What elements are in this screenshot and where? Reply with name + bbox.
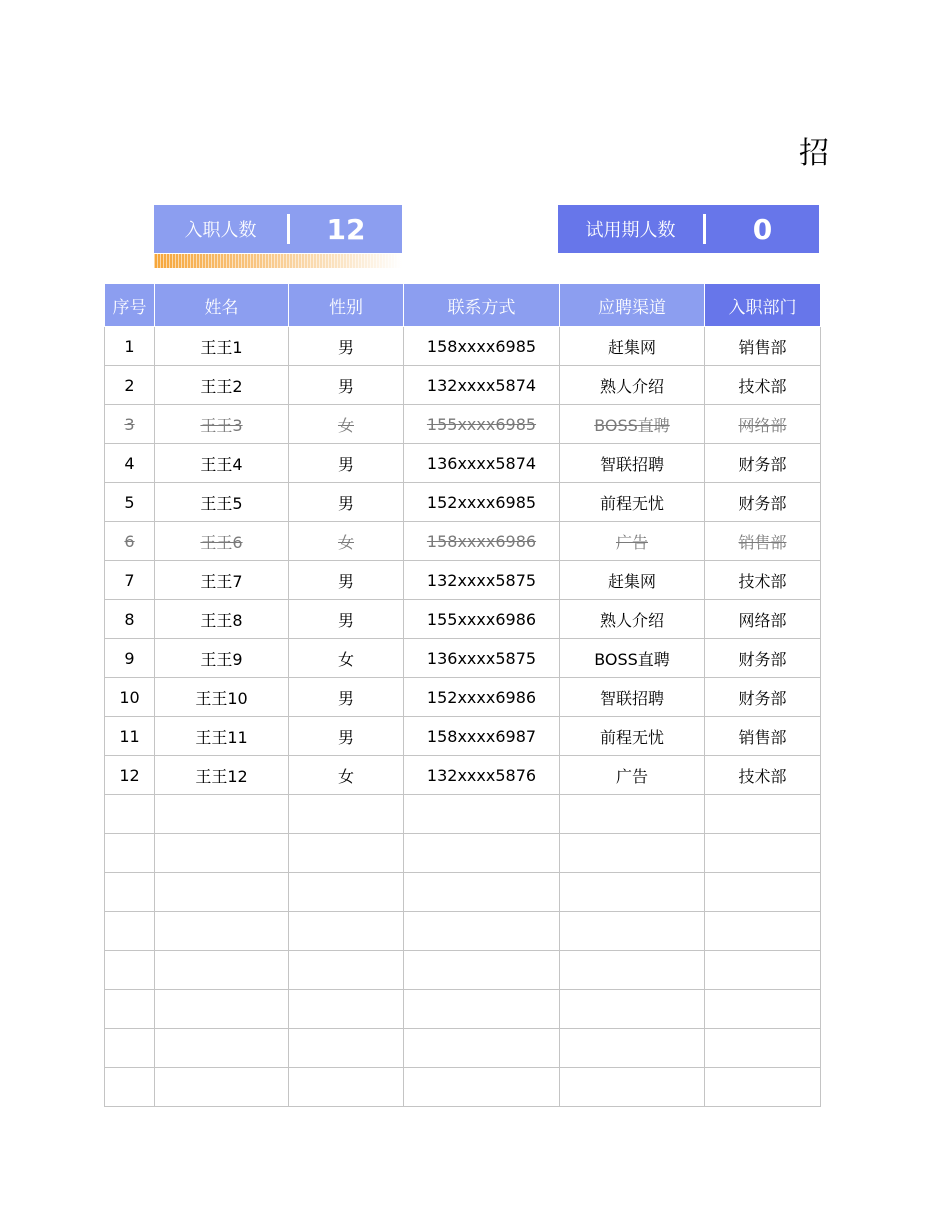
cell-contact[interactable]: 136xxxx5875 [404, 639, 560, 678]
cell-gender[interactable] [289, 912, 404, 951]
cell-channel[interactable]: BOSS直聘 [560, 639, 705, 678]
cell-department[interactable]: 财务部 [705, 444, 821, 483]
cell-name[interactable]: 王王10 [155, 678, 289, 717]
cell-channel[interactable] [560, 1068, 705, 1107]
cell-name[interactable] [155, 1068, 289, 1107]
cell-index[interactable]: 9 [105, 639, 155, 678]
table-row [105, 639, 821, 678]
cell-contact[interactable]: 158xxxx6987 [404, 717, 560, 756]
table-row [105, 678, 821, 717]
cell-department[interactable] [705, 990, 821, 1029]
header-name: 姓名 [155, 284, 289, 327]
sheet-title-clip [790, 128, 829, 180]
cell-channel[interactable] [560, 873, 705, 912]
table-row [105, 522, 821, 561]
cell-contact[interactable]: 158xxxx6985 [404, 327, 560, 366]
cell-channel[interactable] [560, 834, 705, 873]
cell-index[interactable]: 2 [105, 366, 155, 405]
cell-department[interactable]: 销售部 [705, 327, 821, 366]
cell-channel[interactable] [560, 990, 705, 1029]
cell-gender[interactable]: 女 [289, 405, 404, 444]
cell-channel[interactable]: 赶集网 [560, 561, 705, 600]
table-row [105, 912, 821, 951]
cell-gender[interactable]: 男 [289, 327, 404, 366]
cell-gender[interactable]: 男 [289, 561, 404, 600]
cell-contact[interactable]: 136xxxx5874 [404, 444, 560, 483]
cell-gender[interactable] [289, 990, 404, 1029]
cell-gender[interactable]: 男 [289, 483, 404, 522]
cell-index[interactable]: 12 [105, 756, 155, 795]
table-row [105, 1029, 821, 1068]
cell-index[interactable] [105, 951, 155, 990]
cell-index[interactable]: 3 [105, 405, 155, 444]
table-row [105, 756, 821, 795]
cell-contact[interactable]: 132xxxx5875 [404, 561, 560, 600]
table-row [105, 1068, 821, 1107]
cell-gender[interactable] [289, 873, 404, 912]
cell-department[interactable]: 技术部 [705, 366, 821, 405]
cell-index[interactable]: 6 [105, 522, 155, 561]
cell-contact[interactable]: 152xxxx6985 [404, 483, 560, 522]
header-gender: 性别 [289, 284, 404, 327]
hired-count-card [154, 205, 402, 253]
cell-contact[interactable]: 158xxxx6986 [404, 522, 560, 561]
cell-contact[interactable]: 155xxxx6986 [404, 600, 560, 639]
cell-department[interactable]: 网络部 [705, 600, 821, 639]
cell-contact[interactable] [404, 990, 560, 1029]
trial-count-label: 试用期人数 [585, 220, 676, 241]
cell-department[interactable]: 销售部 [705, 717, 821, 756]
table-row [105, 483, 821, 522]
cell-index[interactable] [105, 834, 155, 873]
cell-channel[interactable]: 赶集网 [560, 327, 705, 366]
cell-department[interactable]: 财务部 [705, 678, 821, 717]
table-row [105, 444, 821, 483]
cell-contact[interactable]: 155xxxx6985 [404, 405, 560, 444]
cell-name[interactable]: 王王12 [155, 756, 289, 795]
cell-name[interactable]: 王王2 [155, 366, 289, 405]
cell-gender[interactable] [289, 1029, 404, 1068]
header-contact: 联系方式 [404, 284, 560, 327]
cell-name[interactable] [155, 1029, 289, 1068]
table-row [105, 795, 821, 834]
cell-channel[interactable]: 智联招聘 [560, 678, 705, 717]
table-row [105, 717, 821, 756]
cell-gender[interactable] [289, 951, 404, 990]
cell-department[interactable]: 财务部 [705, 639, 821, 678]
table-row [105, 600, 821, 639]
cell-gender[interactable] [289, 1068, 404, 1107]
hired-count-decoration-stripe [154, 254, 402, 268]
cell-gender[interactable]: 男 [289, 444, 404, 483]
table-row [105, 951, 821, 990]
cell-name[interactable] [155, 834, 289, 873]
cell-channel[interactable]: 广告 [560, 756, 705, 795]
cell-name[interactable]: 王王3 [155, 405, 289, 444]
cell-channel[interactable] [560, 951, 705, 990]
cell-index[interactable] [105, 795, 155, 834]
cell-channel[interactable]: 前程无忧 [560, 483, 705, 522]
cell-department[interactable]: 财务部 [705, 483, 821, 522]
cell-index[interactable]: 11 [105, 717, 155, 756]
hired-count-label: 入职人数 [184, 220, 257, 241]
cell-contact[interactable] [404, 834, 560, 873]
table-row [105, 561, 821, 600]
cell-channel[interactable]: 前程无忧 [560, 717, 705, 756]
cell-department[interactable] [705, 873, 821, 912]
table-header-row [105, 284, 821, 327]
cell-contact[interactable]: 152xxxx6986 [404, 678, 560, 717]
cell-gender[interactable]: 女 [289, 522, 404, 561]
cell-contact[interactable] [404, 1068, 560, 1107]
cell-name[interactable]: 王王5 [155, 483, 289, 522]
cell-name[interactable]: 王王7 [155, 561, 289, 600]
cell-gender[interactable] [289, 834, 404, 873]
cell-name[interactable] [155, 912, 289, 951]
cell-index[interactable] [105, 1068, 155, 1107]
cell-name[interactable] [155, 990, 289, 1029]
cell-name[interactable] [155, 795, 289, 834]
cell-department[interactable] [705, 912, 821, 951]
cell-gender[interactable]: 男 [289, 366, 404, 405]
cell-channel[interactable]: 熟人介绍 [560, 366, 705, 405]
trial-count-value: 0 [752, 212, 773, 246]
cell-channel[interactable] [560, 912, 705, 951]
cell-department[interactable] [705, 951, 821, 990]
header-department: 入职部门 [705, 284, 821, 327]
cell-contact[interactable] [404, 795, 560, 834]
cell-department[interactable] [705, 1029, 821, 1068]
cell-channel[interactable]: 熟人介绍 [560, 600, 705, 639]
cell-name[interactable] [155, 873, 289, 912]
cell-index[interactable] [105, 873, 155, 912]
table-row [105, 834, 821, 873]
trial-count-card [558, 205, 819, 253]
table-row [105, 873, 821, 912]
header-index: 序号 [105, 284, 155, 327]
cell-contact[interactable] [404, 873, 560, 912]
cell-name[interactable]: 王王4 [155, 444, 289, 483]
cell-gender[interactable]: 男 [289, 717, 404, 756]
cell-contact[interactable]: 132xxxx5874 [404, 366, 560, 405]
cell-channel[interactable]: 广告 [560, 522, 705, 561]
cell-index[interactable]: 1 [105, 327, 155, 366]
hired-count-value: 12 [326, 212, 366, 246]
cell-index[interactable]: 8 [105, 600, 155, 639]
cell-index[interactable]: 7 [105, 561, 155, 600]
cell-index[interactable]: 10 [105, 678, 155, 717]
cell-contact[interactable] [404, 951, 560, 990]
header-channel: 应聘渠道 [560, 284, 705, 327]
table-row [105, 366, 821, 405]
cell-department[interactable]: 技术部 [705, 756, 821, 795]
cell-department[interactable]: 销售部 [705, 522, 821, 561]
cell-index[interactable] [105, 1029, 155, 1068]
cell-name[interactable]: 王王9 [155, 639, 289, 678]
cell-gender[interactable]: 男 [289, 678, 404, 717]
cell-gender[interactable]: 女 [289, 639, 404, 678]
cell-name[interactable]: 王王6 [155, 522, 289, 561]
cell-gender[interactable] [289, 795, 404, 834]
cell-index[interactable] [105, 912, 155, 951]
cell-channel[interactable] [560, 795, 705, 834]
cell-name[interactable] [155, 951, 289, 990]
cell-gender[interactable]: 女 [289, 756, 404, 795]
cell-department[interactable] [705, 795, 821, 834]
cell-department[interactable] [705, 1068, 821, 1107]
cell-contact[interactable] [404, 912, 560, 951]
cell-department[interactable]: 网络部 [705, 405, 821, 444]
cell-index[interactable]: 4 [105, 444, 155, 483]
table-row [105, 327, 821, 366]
sheet-title: 招 [799, 136, 829, 171]
cell-gender[interactable]: 男 [289, 600, 404, 639]
cell-channel[interactable]: 智联招聘 [560, 444, 705, 483]
cell-name[interactable]: 王王1 [155, 327, 289, 366]
table-body [105, 327, 821, 1107]
cell-name[interactable]: 王王11 [155, 717, 289, 756]
cell-channel[interactable] [560, 1029, 705, 1068]
cell-index[interactable]: 5 [105, 483, 155, 522]
table-row [105, 405, 821, 444]
cell-department[interactable] [705, 834, 821, 873]
cell-contact[interactable]: 132xxxx5876 [404, 756, 560, 795]
cell-name[interactable]: 王王8 [155, 600, 289, 639]
cell-contact[interactable] [404, 1029, 560, 1068]
table-row [105, 990, 821, 1029]
recruitment-table [104, 283, 821, 1107]
cell-index[interactable] [105, 990, 155, 1029]
cell-channel[interactable]: BOSS直聘 [560, 405, 705, 444]
cell-department[interactable]: 技术部 [705, 561, 821, 600]
